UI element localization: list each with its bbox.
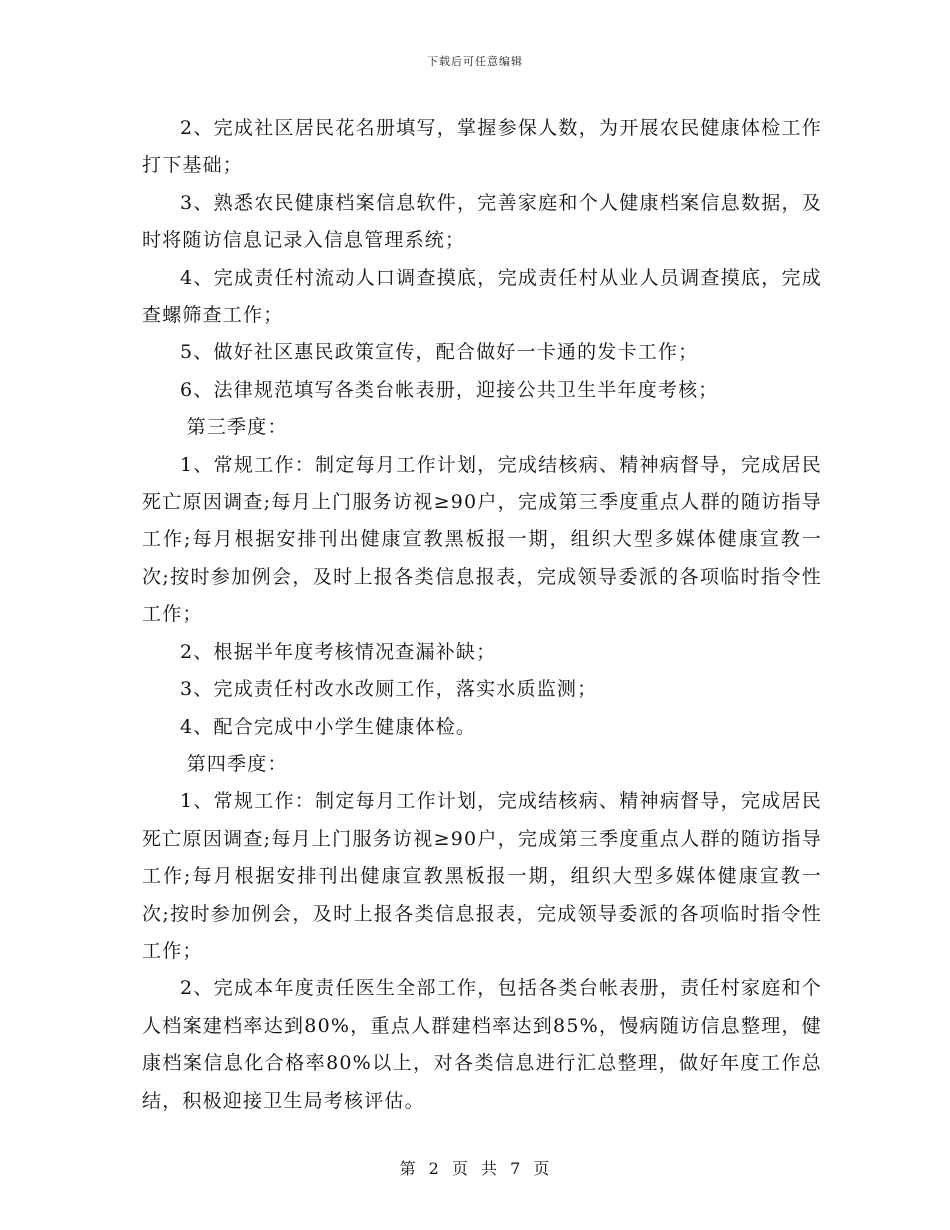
document-body (142, 110, 822, 1120)
paragraph: 2、根据半年度考核情况查漏补缺； (180, 640, 497, 663)
paragraph: 6、法律规范填写各类台帐表册，迎接公共卫生半年度考核； (180, 378, 719, 401)
paragraph: 3、完成责任村改水改厕工作，落实水质监测； (180, 678, 598, 701)
section-heading-q4: 第四季度： (186, 752, 288, 775)
page-header-note: 下载后可任意编辑 (427, 55, 523, 68)
paragraph: 4、完成责任村流动人口调查摸底，完成责任村从业人员调查摸底，完成查螺筛查工作； (142, 266, 822, 327)
section-heading-q3: 第三季度： (186, 416, 288, 439)
paragraph: 4、配合完成中小学生健康体检。 (180, 715, 477, 738)
paragraph: 1、常规工作：制定每月工作计划，完成结核病、精神病督导，完成居民死亡原因调查;每月上门服务访视≥90户，完成第三季度重点人群的随访指导工作;每月根据安排刊出健康宣教黑板报一期，组织大型多媒体健康宣教一次;按时参加例会，及时上报各类信息报表，完成领导委派的各项临时指令性工作； (142, 453, 822, 626)
paragraph: 3、熟悉农民健康档案信息软件，完善家庭和个人健康档案信息数据，及时将随访信息记录入信息管理系统； (142, 191, 822, 252)
paragraph: 2、完成社区居民花名册填写，掌握参保人数，为开展农民健康体检工作打下基础； (142, 117, 822, 177)
page-number-footer: 第 2 页 共 7 页 (399, 1159, 551, 1178)
paragraph: 2、完成本年度责任医生全部工作，包括各类台帐表册，责任村家庭和个人档案建档率达到80%，重点人群建档率达到85%，慢病随访信息整理，健康档案信息化合格率80%以上，对各类信息进行汇总整理，做好年度工作总结，积极迎接卫生局考核评估。 (142, 977, 822, 1112)
paragraph: 5、做好社区惠民政策宣传，配合做好一卡通的发卡工作； (180, 341, 699, 364)
paragraph: 1、常规工作：制定每月工作计划，完成结核病、精神病督导，完成居民死亡原因调查;每月上门服务访视≥90户，完成第三季度重点人群的随访指导工作;每月根据安排刊出健康宣教黑板报一期，组织大型多媒体健康宣教一次;按时参加例会，及时上报各类信息报表，完成领导委派的各项临时指令性工作； (142, 790, 822, 962)
